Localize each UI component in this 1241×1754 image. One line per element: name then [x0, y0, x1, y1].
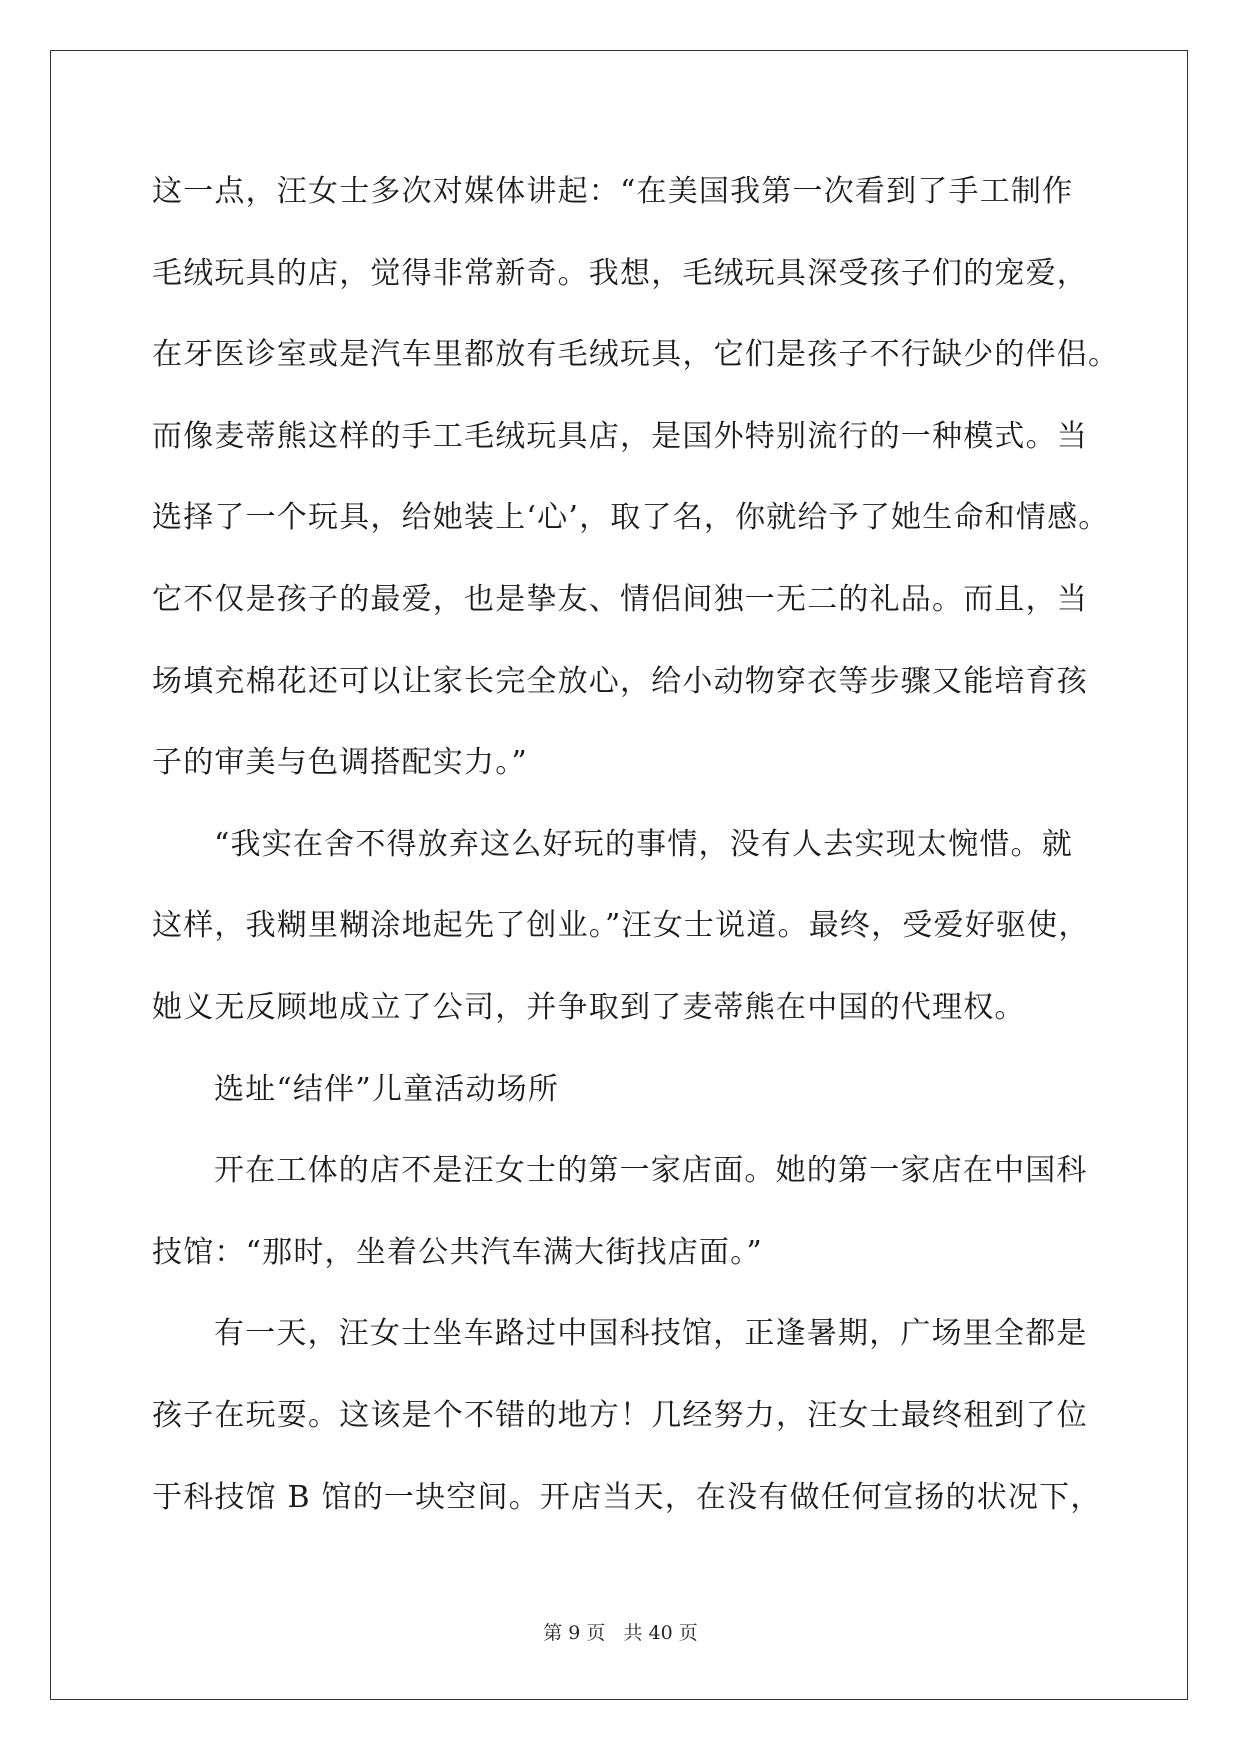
- text-line: 而像麦蒂熊这样的手工毛绒玩具店，是国外特别流行的一种模式。当: [152, 418, 1088, 454]
- section-heading: 选址“结伴”儿童活动场所: [214, 1071, 560, 1107]
- paragraph-start-line: “我实在舍不得放弃这么好玩的事情，没有人去实现太惋惜。就: [214, 826, 1073, 862]
- text-line: 这样，我糊里糊涂地起先了创业。”汪女士说道。最终，受爱好驱使，: [152, 908, 1090, 944]
- text-line: 子的审美与色调搭配实力。”: [152, 745, 528, 781]
- paragraph-start-line: 有一天，汪女士坐车路过中国科技馆，正逢暑期，广场里全都是: [214, 1316, 1088, 1352]
- text-line: 技馆：“那时，坐着公共汽车满大街找店面。”: [152, 1234, 763, 1270]
- text-line: 孩子在玩耍。这该是个不错的地方！几经努力，汪女士最终租到了位: [152, 1397, 1088, 1433]
- text-line: 毛绒玩具的店，觉得非常新奇。我想，毛绒玩具深受孩子们的宠爱，: [152, 255, 1088, 291]
- text-line: 它不仅是孩子的最爱，也是挚友、情侣间独一无二的礼品。而且，当: [152, 581, 1088, 617]
- document-body: [152, 160, 1120, 1547]
- text-line: 场填充棉花还可以让家长完全放心，给小动物穿衣等步骤又能培育孩: [152, 663, 1088, 699]
- paragraph-start-line: 开在工体的店不是汪女士的第一家店面。她的第一家店在中国科: [214, 1153, 1088, 1189]
- page-total: 共 40 页: [623, 1622, 698, 1644]
- text-line: 这一点，汪女士多次对媒体讲起：“在美国我第一次看到了手工制作: [152, 174, 1074, 209]
- text-line: 她义无反顾地成立了公司，并争取到了麦蒂熊在中国的代理权。: [152, 989, 1026, 1025]
- text-line: 选择了一个玩具，给她装上‘心’，取了名，你就给予了她生命和情感。: [152, 500, 1110, 536]
- text-line: 在牙医诊室或是汽车里都放有毛绒玩具，它们是孩子不行缺少的伴侣。: [152, 337, 1120, 373]
- text-line: 于科技馆 B 馆的一块空间。开店当天，在没有做任何宣扬的状况下，: [152, 1479, 1102, 1515]
- page-number: 第 9 页: [543, 1622, 606, 1644]
- page-footer: [0, 1618, 1241, 1645]
